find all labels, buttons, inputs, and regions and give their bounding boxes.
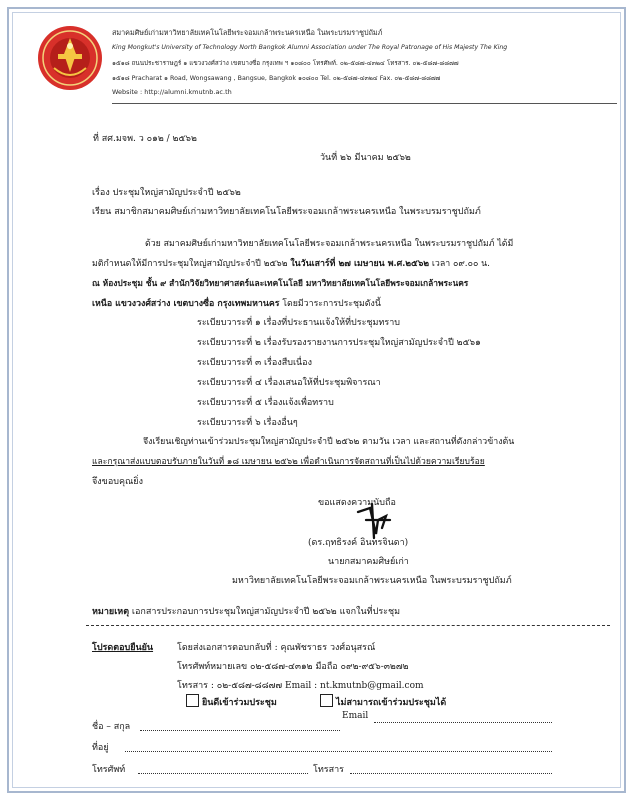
decline-option[interactable] — [320, 694, 446, 709]
header-english-address: ๑๕๑๘ Pracharat ๑ Road, Wongsawang , Bangsue, Bangkok ๑๐๘๐๐ Tel. ๐๒-๕๘๗-๔๓๒๔ Fax. ๐๒-๕๘๗-๘๘๗๗ — [112, 75, 441, 82]
header-english-name: King Mongkut's University of Technology North Bangkok Alumni Association under The Royal Patronage of His Majesty The King — [112, 44, 508, 51]
body-paragraph-line4 — [92, 296, 381, 310]
decline-checkbox[interactable] — [320, 694, 333, 707]
reply-contact-phone: โทรศัพท์หมายเลข ๐๒-๕๘๗-๔๓๑๒ มือถือ ๐๙๒-๙๕๖-๓๒๗๒ — [177, 662, 409, 672]
document-date: วันที่ ๒๖ มีนาคม ๒๕๖๒ — [320, 153, 411, 163]
venue-district: เหนือ แขวงวงศ์สว่าง เขตบางซื่อ กรุงเทพมหานคร — [92, 299, 280, 309]
body-paragraph-line2 — [92, 256, 490, 270]
meeting-time: เวลา ๐๙.๐๐ น. — [429, 259, 490, 269]
association-seal-logo — [36, 24, 104, 92]
cut-line — [86, 625, 610, 626]
signer-organization: มหาวิทยาลัยเทคโนโลยีพระจอมเกล้าพระนครเหนือ ในพระบรมราชูปถัมภ์ — [232, 576, 512, 586]
email-field[interactable] — [374, 722, 552, 723]
agenda-item: ระเบียบวาระที่ ๔ เรื่องเสนอให้ที่ประชุมพิจารณา — [197, 378, 381, 388]
agenda-item: ระเบียบวาระที่ ๕ เรื่องแจ้งเพื่อทราบ — [197, 398, 334, 408]
subject-line: เรื่อง ประชุมใหญ่สามัญประจำปี ๒๕๖๒ — [92, 188, 241, 198]
invitation-line: จึงเรียนเชิญท่านเข้าร่วมประชุมใหญ่สามัญประจำปี ๒๕๖๒ ตามวัน เวลา และสถานที่ดังกล่าวข้างต้น — [143, 437, 515, 447]
agenda-item: ระเบียบวาระที่ ๖ เรื่องอื่นๆ — [197, 418, 298, 428]
decline-label: ไม่สามารถเข้าร่วมประชุมได้ — [336, 698, 447, 708]
header-thai-address: ๑๕๑๘ ถนนประชาราษฎร์ ๑ แขวงวงศ์สว่าง เขตบางซื่อ กรุงเทพ ฯ ๑๐๘๐๐ โทรศัพท์. ๐๒-๕๘๗-๔๓๒๔ โทรสาร. ๐๒-๕๘๗-๘๘๗๗ — [112, 60, 459, 67]
address-field-label: ที่อยู่ — [92, 743, 109, 753]
email-field-label: Email — [342, 711, 369, 721]
reply-title: โปรดตอบยืนยัน — [92, 643, 154, 653]
header-thai-name: สมาคมศิษย์เก่ามหาวิทยาลัยเทคโนโลยีพระจอมเกล้าพระนครเหนือ ในพระบรมราชูปถัมภ์ — [112, 28, 383, 37]
phone-field-label: โทรศัพท์ — [92, 765, 126, 775]
reply-contact-person: โดยส่งเอกสารตอบกลับที่ : คุณพัชราธร วงศ์อนุสรณ์ — [177, 643, 376, 653]
attend-option[interactable] — [186, 694, 277, 709]
thanks-line: จึงขอบคุณยิ่ง — [92, 477, 143, 487]
meeting-date: ในวันเสาร์ที่ ๒๗ เมษายน พ.ศ.๒๕๖๒ — [290, 259, 430, 269]
header-website: Website : http://alumni.kmutnb.ac.th — [112, 88, 232, 96]
name-field[interactable] — [140, 730, 340, 731]
phone-field[interactable] — [138, 773, 308, 774]
fax-field-label: โทรสาร — [313, 765, 344, 775]
document-reference: ที่ สศ.มจพ. ว ๐๑๒ / ๒๕๖๒ — [93, 134, 197, 144]
meeting-venue: ณ ห้องประชุม ชั้น ๙ สำนักวิจัยวิทยาศาสตร์และเทคโนโลยี มหาวิทยาลัยเทคโนโลยีพระจอมเกล้าพระนคร — [92, 278, 469, 288]
note-line — [92, 604, 400, 618]
signer-position: นายกสมาคมศิษย์เก่า — [328, 557, 409, 567]
fax-field[interactable] — [350, 773, 552, 774]
agenda-item: ระเบียบวาระที่ ๑ เรื่องที่ประธานแจ้งให้ที่ประชุมทราบ — [197, 318, 400, 328]
handwritten-signature — [352, 498, 397, 540]
header-divider — [112, 103, 617, 104]
name-field-label: ชื่อ – สกุล — [92, 722, 131, 732]
reply-deadline-line: และกรุณาส่งแบบตอบรับภายในวันที่ ๑๘ เมษายน ๒๕๖๒ เพื่อดำเนินการจัดสถานที่เป็นไปด้วยความเรียบร้อย — [92, 457, 485, 467]
attend-checkbox[interactable] — [186, 694, 199, 707]
attend-label: ยินดีเข้าร่วมประชุม — [202, 698, 277, 708]
body-text: มติกำหนดให้มีการประชุมใหญ่สามัญประจำปี ๒๕๖๒ — [92, 259, 291, 269]
body-paragraph-line1: ด้วย สมาคมศิษย์เก่ามหาวิทยาลัยเทคโนโลยีพระจอมเกล้าพระนครเหนือ ในพระบรมราชูปถัมภ์ ได้มี — [145, 239, 514, 249]
agenda-item: ระเบียบวาระที่ ๓ เรื่องสืบเนื่อง — [197, 358, 312, 368]
signer-name: (ดร.ฤทธิรงค์ อินทรจินดา) — [308, 538, 409, 548]
address-field[interactable] — [125, 751, 552, 752]
reply-contact-fax-email: โทรสาร : ๐๒-๕๘๗-๘๘๗๗ Email : nt.kmutnb@gmail.com — [177, 681, 424, 691]
note-label: หมายเหตุ — [92, 607, 130, 617]
recipient-line: เรียน สมาชิกสมาคมศิษย์เก่ามหาวิทยาลัยเทคโนโลยีพระจอมเกล้าพระนครเหนือ ในพระบรมราชูปถัมภ์ — [92, 207, 481, 217]
closing-salutation: ขอแสดงความนับถือ — [318, 498, 396, 508]
note-text: เอกสารประกอบการประชุมใหญ่สามัญประจำปี ๒๕๖๒ แจกในที่ประชุม — [129, 607, 401, 617]
agenda-item: ระเบียบวาระที่ ๒ เรื่องรับรองรายงานการประชุมใหญ่สามัญประจำปี ๒๕๖๑ — [197, 338, 481, 348]
agenda-intro: โดยมีวาระการประชุมดังนี้ — [279, 299, 381, 309]
